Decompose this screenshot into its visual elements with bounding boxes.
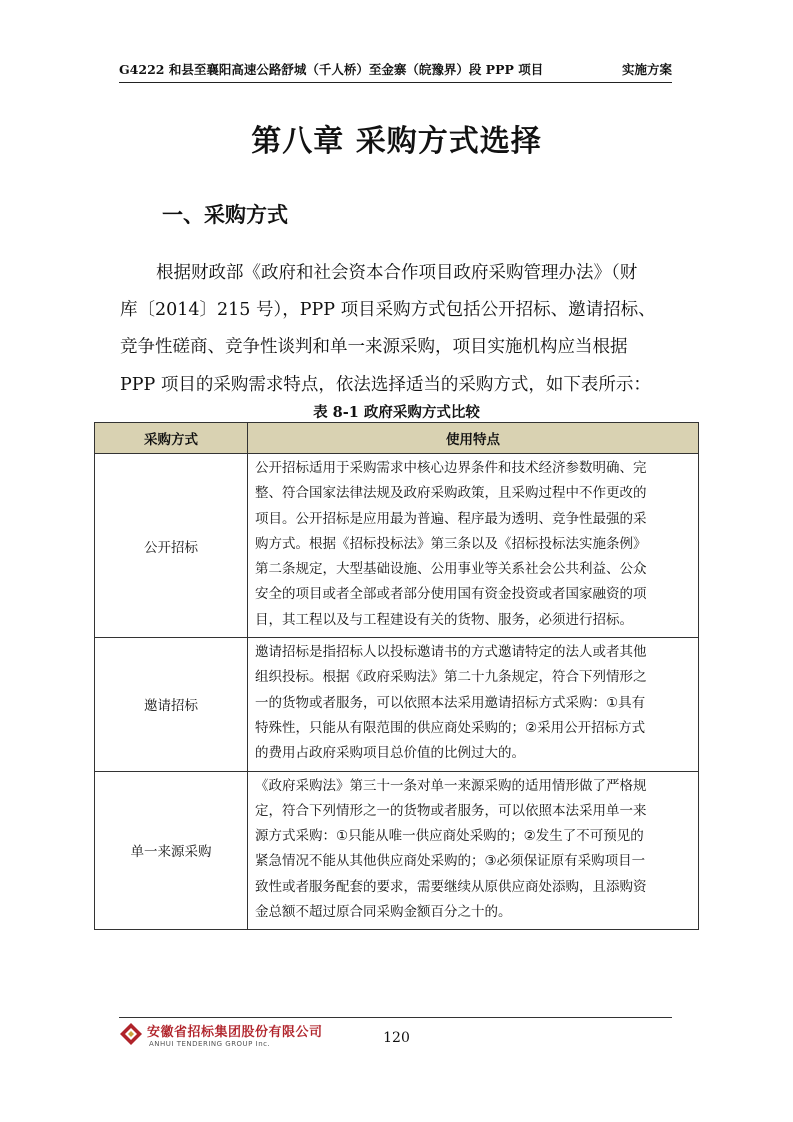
paragraph-line: 竞争性磋商、竞争性谈判和单一来源采购，项目实施机构应当根据 [120,337,628,358]
features-line: 邀请招标是指招标人以投标邀请书的方式邀请特定的法人或者其他 [255,644,647,661]
company-logo-name: 安徽省招标集团股份有限公司 [147,1025,323,1040]
table-header-row [95,423,699,454]
table-row [95,454,699,638]
features-line: 整、符合国家法律法规及政府采购政策，且采购过程中不作更改的 [255,485,647,502]
section-title: 一、采购方式 [162,202,288,227]
features-line: 《政府采购法》第三十一条对单一来源采购的适用情形做了严格规 [255,777,647,794]
features-line: 金总额不超过原合同采购金额百分之十的。 [255,904,512,921]
features-cell [248,454,699,638]
features-line: 紧急情况不能从其他供应商处采购的；③必须保证原有采购项目一 [255,853,646,870]
features-line: 公开招标适用于采购需求中核心边界条件和技术经济参数明确、完 [255,460,647,476]
column-header-method: 采购方式 [95,423,248,454]
body-paragraph [120,255,673,404]
chapter-title: 第八章 采购方式选择 [251,124,542,159]
features-line: 的费用占政府采购项目总价值的比例过大的。 [255,745,525,762]
paragraph-line: 库〔2014〕215 号），PPP 项目采购方式包括公开招标、邀请招标、 [120,300,656,321]
features-line: 目，其工程以及与工程建设有关的货物、服务，必须进行招标。 [255,611,633,628]
method-cell: 单一来源采购 [95,771,248,930]
paragraph-line: 根据财政部《政府和社会资本合作项目政府采购管理办法》（财 [156,263,638,283]
header-title: G4222 和县至襄阳高速公路舒城（千人桥）至金寨（皖豫界）段 PPP 项目 [119,62,544,77]
features-line: 一的货物或者服务，可以依照本法采用邀请招标方式采购：①具有 [255,694,646,711]
features-line: 项目。公开招标是应用最为普遍、程序最为透明、竞争性最强的采 [255,510,647,527]
paragraph-line: PPP 项目的采购需求特点，依法选择适当的采购方式，如下表所示： [120,374,651,395]
page-number: 120 [383,1030,410,1046]
features-line: 致性或者服务配套的要求，需要继续从原供应商处添购，且添购资 [255,878,647,895]
features-cell [248,771,699,930]
method-cell: 邀请招标 [95,638,248,771]
procurement-comparison-table [94,422,699,930]
column-header-features: 使用特点 [248,423,699,454]
table-row [95,771,699,930]
footer-divider [119,1017,672,1018]
features-line: 安全的项目或者全部或者部分使用国有资金投资或者国家融资的项 [255,586,647,603]
page-header [119,56,672,78]
features-line: 源方式采购：①只能从唯一供应商处采购的；②发生了不可预见的 [255,828,644,845]
features-line: 第二条规定，大型基础设施、公用事业等关系社会公共利益、公众 [255,561,647,578]
features-line: 购方式。根据《招标投标法》第三条以及《招标投标法实施条例》 [255,535,647,552]
features-line: 定，符合下列情形之一的货物或者服务，可以依照本法采用单一来 [255,802,647,819]
table-caption: 表 8-1 政府采购方式比较 [313,404,480,421]
header-right: 实施方案 [621,62,672,77]
header-divider [119,82,672,83]
table-row [95,638,699,771]
company-logo-subtitle: ANHUI TENDERING GROUP Inc. [149,1040,271,1048]
method-cell: 公开招标 [95,454,248,638]
features-line: 组织投标。根据《政府采购法》第二十九条规定，符合下列情形之 [255,669,647,686]
features-cell [248,638,699,771]
features-line: 特殊性，只能从有限范围的供应商处采购的；②采用公开招标方式 [255,719,646,736]
